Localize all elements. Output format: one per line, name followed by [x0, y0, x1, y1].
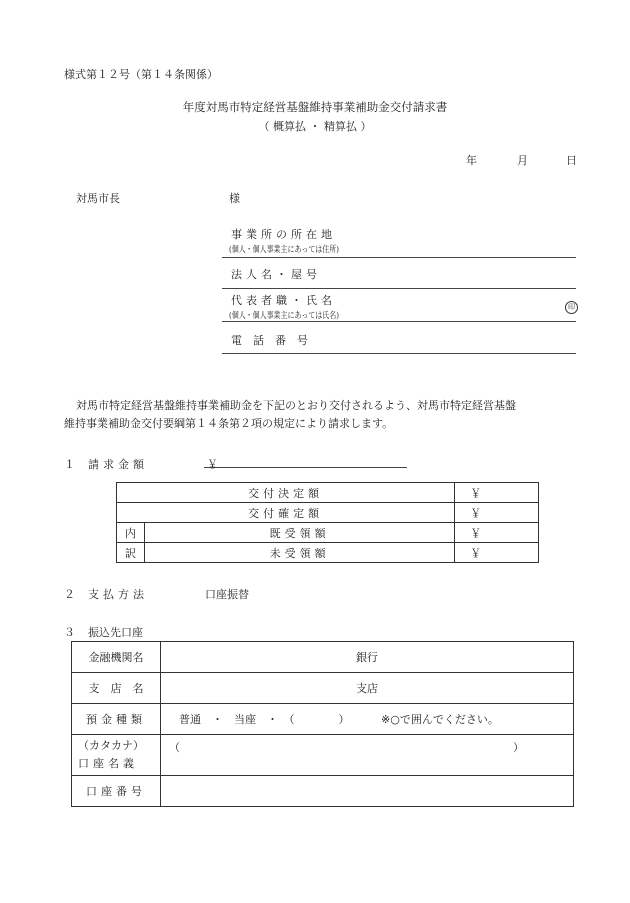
field-label-company: 法人名・屋号 [231, 268, 321, 281]
amount-row-label: 未受領額 [145, 543, 455, 563]
deposit-type-options: 普通 ・ 当座 ・ （ ） [179, 713, 350, 726]
field-underline-company [222, 288, 576, 289]
body-text-line1: 対馬市特定経営基盤維持事業補助金を下記のとおり交付されるよう、対馬市特定経営基盤 [76, 399, 516, 412]
field-note-representative: (個人・個人事業主にあっては氏名) [229, 311, 339, 321]
account-holder-kana-label: （カタカナ） [78, 739, 144, 752]
seal-mark: 印 [565, 301, 578, 314]
table-row [72, 642, 574, 673]
amount-row-label: 交付確定額 [117, 503, 455, 523]
table-row [72, 776, 574, 807]
document-title: 年度対馬市特定経営基盤維持事業補助金交付請求書 [182, 100, 448, 114]
section3-label: 振込先口座 [88, 626, 143, 639]
addressee-name: 対馬市長 [76, 192, 120, 205]
addressee-honorific: 様 [229, 192, 240, 205]
document-subtitle: （ 概算払 ・ 精算払 ） [258, 120, 372, 133]
body-text-line2: 維持事業補助金交付要綱第１４条第２項の規定により請求します。 [64, 417, 394, 430]
section2-number: ２ [64, 588, 75, 601]
bank-name-value: 銀行 [161, 642, 574, 673]
table-row [72, 735, 574, 776]
account-number-value [161, 776, 574, 807]
amount-row-label: 既受領額 [145, 523, 455, 543]
section1-number: １ [64, 458, 75, 471]
amount-row-value: ￥ [455, 523, 539, 543]
table-row [117, 503, 539, 523]
account-holder-label: 口座名義 [78, 757, 138, 770]
branch-name-label: 支 店 名 [72, 673, 161, 704]
section1-yen: ￥ [207, 458, 218, 471]
breakdown-label-1: 内 [117, 523, 145, 543]
section2-value: 口座振替 [205, 588, 249, 601]
form-number: 様式第１２号（第１４条関係） [64, 68, 218, 81]
deposit-type-label: 預金種類 [72, 704, 161, 735]
field-label-phone: 電 話 番 号 [231, 334, 308, 347]
account-holder-paren-open: （ [169, 741, 180, 754]
breakdown-label-2: 訳 [117, 543, 145, 563]
amount-table [116, 482, 539, 563]
field-note-address: (個人・個人事業主にあっては住所) [229, 245, 339, 255]
bank-account-table [71, 641, 574, 807]
table-row [72, 704, 574, 735]
section2-label: 支払方法 [88, 588, 148, 601]
table-row [117, 483, 539, 503]
field-underline-phone [222, 353, 576, 354]
section1-label: 請求金額 [88, 458, 148, 471]
field-underline-address [222, 257, 576, 258]
account-number-label: 口座番号 [72, 776, 161, 807]
amount-row-value: ￥ [455, 543, 539, 563]
table-row [72, 673, 574, 704]
field-label-representative: 代表者職・氏名 [231, 294, 336, 307]
table-row [117, 523, 539, 543]
amount-row-value: ￥ [455, 483, 539, 503]
table-row [117, 543, 539, 563]
deposit-type-note: ※○で囲んでください。 [381, 713, 499, 726]
field-underline-representative [222, 321, 576, 322]
bank-name-label: 金融機関名 [72, 642, 161, 673]
account-holder-paren-close: ） [513, 741, 524, 754]
date-month: 月 [517, 154, 528, 167]
amount-row-value: ￥ [455, 503, 539, 523]
date-year: 年 [466, 154, 477, 167]
branch-name-value: 支店 [161, 673, 574, 704]
section3-number: ３ [64, 626, 75, 639]
amount-underline [204, 467, 407, 468]
amount-row-label: 交付決定額 [117, 483, 455, 503]
date-day: 日 [566, 154, 577, 167]
field-label-address: 事業所の所在地 [231, 228, 336, 241]
